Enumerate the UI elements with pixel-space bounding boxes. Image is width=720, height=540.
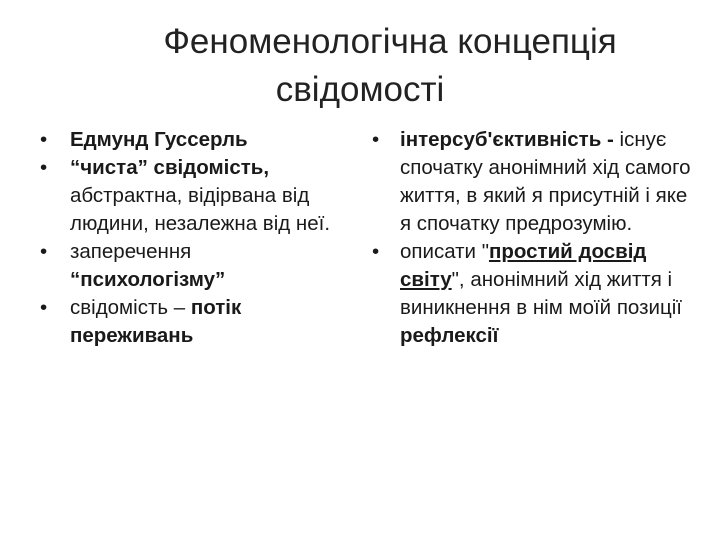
item-text: абстрактна, відірвана від людини, незалежна від неї. (70, 184, 331, 235)
bullet-icon: • (372, 240, 380, 263)
item-bold-text: потік переживань (70, 296, 242, 347)
list-item (372, 126, 702, 238)
item-bold-text: “психологізму” (70, 268, 226, 291)
bullet-icon: • (40, 240, 48, 263)
item-text: існує спочатку анонімний хід самого життя, в який я присутній і яке я спочатку предрозумію. (400, 128, 691, 235)
item-bold-underlined-text: простий досвід світу (400, 240, 647, 291)
right-column (372, 126, 702, 350)
list-item (36, 238, 336, 294)
list-item (36, 294, 336, 350)
bullet-icon: • (40, 296, 48, 319)
item-text: свідомість – (70, 296, 191, 319)
item-text: описати " (400, 240, 489, 263)
list-item (36, 154, 336, 238)
item-text: ", анонімний хід життя і виникнення в нім моїй позиції (400, 268, 682, 319)
item-bold-text: інтерсуб'єктивність - (400, 128, 614, 151)
left-bullet-list (36, 126, 336, 350)
bullet-icon: • (372, 128, 380, 151)
item-bold-text: Едмунд Гуссерль (70, 128, 248, 151)
item-bold-text: “чиста” свідомість, (70, 156, 270, 179)
bullet-icon: • (40, 128, 48, 151)
slide-title (0, 18, 720, 114)
right-bullet-list (372, 126, 702, 350)
list-item (36, 126, 336, 154)
slide-title-line-2: свідомості (275, 70, 445, 109)
left-column (36, 126, 336, 350)
bullet-icon: • (40, 156, 48, 179)
list-item (372, 238, 702, 350)
item-text: заперечення (70, 240, 192, 263)
item-bold-text: рефлексії (400, 324, 499, 347)
slide-title-line-1: Феноменологічна концепція (163, 22, 617, 61)
